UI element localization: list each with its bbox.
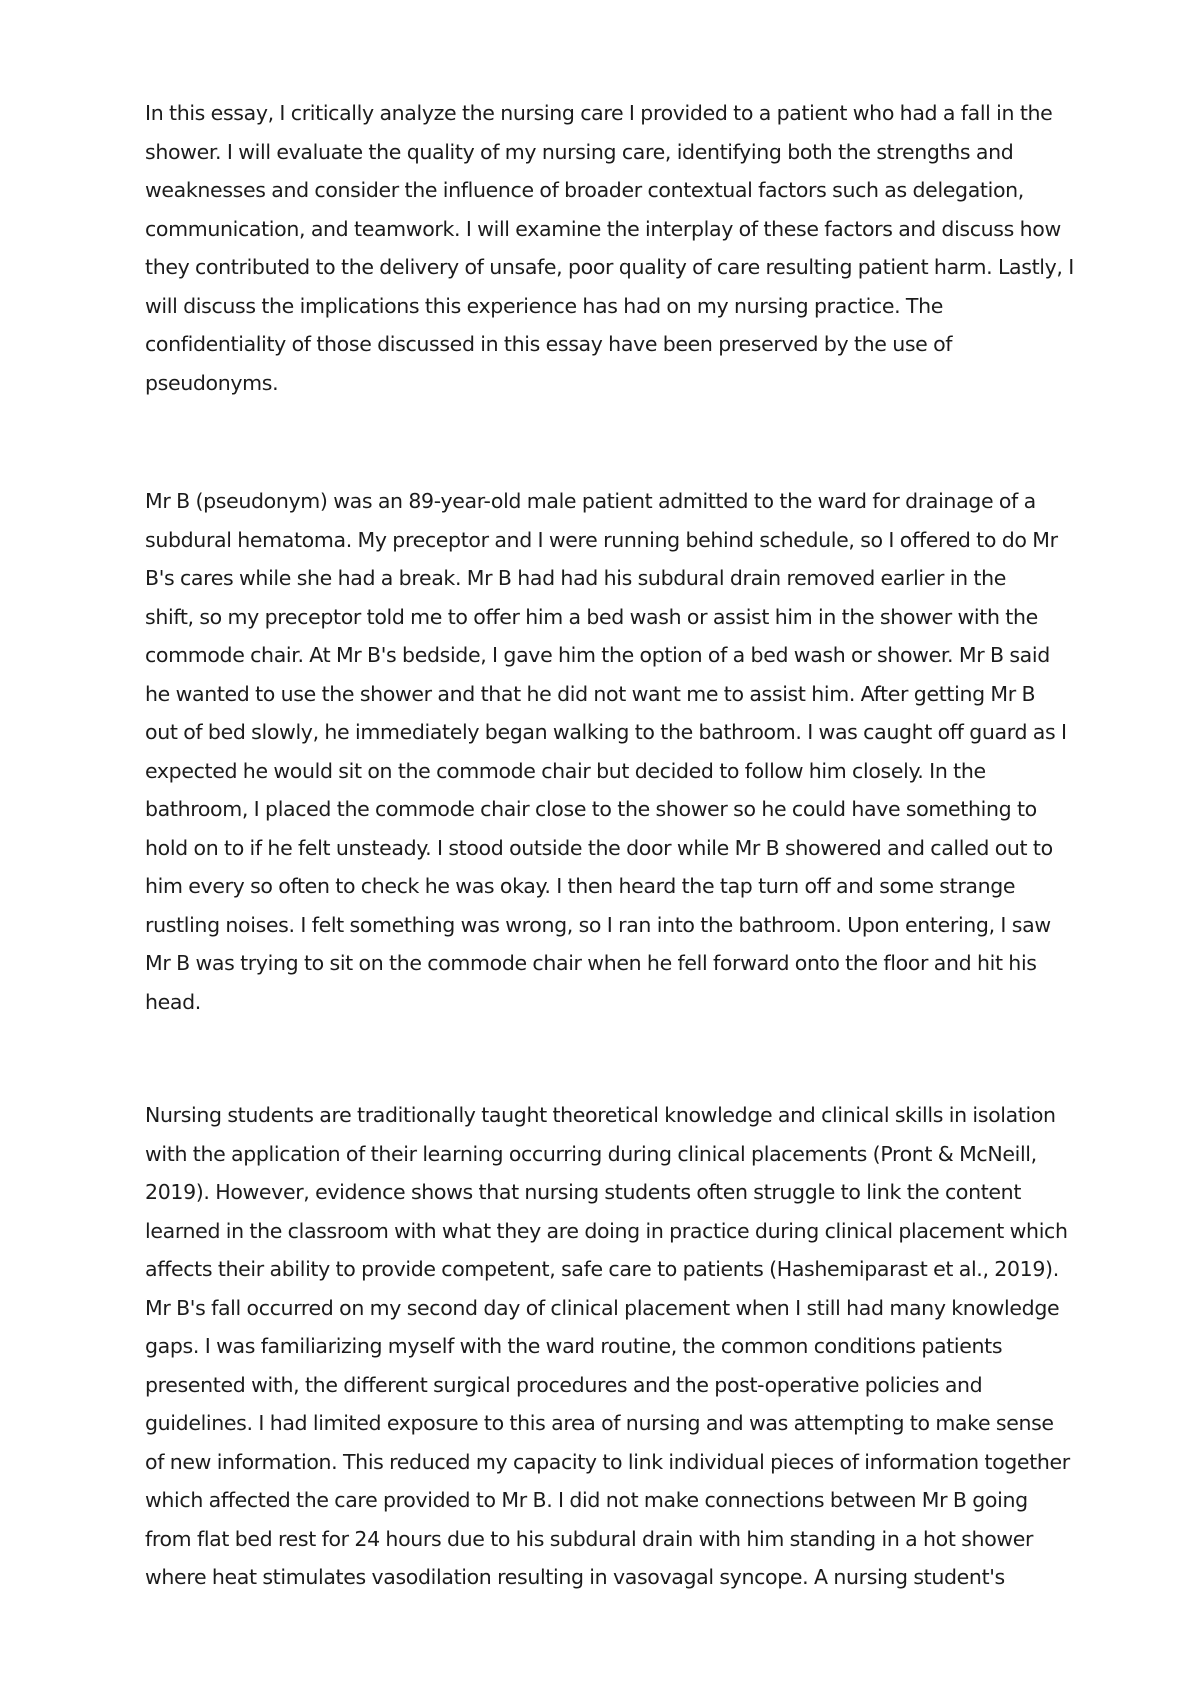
text-line: communication, and teamwork. I will examine the interplay of these factors and discuss how — [145, 216, 1061, 241]
text-line: In this essay, I critically analyze the nursing care I provided to a patient who had a fall in the — [145, 101, 1053, 125]
text-line: they contributed to the delivery of unsafe, poor quality of care resulting patient harm. Lastly, I — [145, 255, 1074, 279]
text-line: of new information. This reduced my capacity to link individual pieces of information together — [145, 1449, 1070, 1474]
text-line: B's cares while she had a break. Mr B had had his subdural drain removed earlier in the — [145, 566, 1007, 590]
text-line: from flat bed rest for 24 hours due to his subdural drain with him standing in a hot shower — [145, 1526, 1034, 1551]
text-line: commode chair. At Mr B's bedside, I gave him the option of a bed wash or shower. Mr B said — [145, 643, 1050, 667]
text-line: which affected the care provided to Mr B. I did not make connections between Mr B going — [145, 1488, 1028, 1512]
text-line: head. — [145, 989, 201, 1014]
text-line: he wanted to use the shower and that he did not want me to assist him. After getting Mr B — [145, 681, 1036, 706]
text-line: where heat stimulates vasodilation resulting in vasovagal syncope. A nursing student's — [145, 1565, 1005, 1589]
paragraph-knowledge-gaps — [145, 1096, 1070, 1597]
text-line: subdural hematoma. My preceptor and I were running behind schedule, so I offered to do Mr — [145, 527, 1058, 552]
text-line: rustling noises. I felt something was wrong, so I ran into the bathroom. Upon entering, I saw — [145, 912, 1051, 937]
text-line: Mr B (pseudonym) was an 89-year-old male patient admitted to the ward for drainage of a — [145, 489, 1036, 513]
paragraph-introduction — [145, 94, 1074, 402]
paragraph-incident-description — [145, 482, 1065, 1021]
text-line: learned in the classroom with what they are doing in practice during clinical placement which — [145, 1218, 1068, 1243]
text-line: shift, so my preceptor told me to offer him a bed wash or assist him in the shower with the — [145, 604, 1038, 629]
text-line: expected he would sit on the commode chair but decided to follow him closely. In the — [145, 758, 986, 783]
text-line: bathroom, I placed the commode chair close to the shower so he could have something to — [145, 797, 1037, 821]
text-line: 2019). However, evidence shows that nursing students often struggle to link the content — [145, 1180, 1022, 1204]
text-line: will discuss the implications this experience has had on my nursing practice. The — [145, 293, 944, 318]
text-line: confidentiality of those discussed in this essay have been preserved by the use of — [145, 332, 953, 356]
text-line: pseudonyms. — [145, 370, 279, 395]
text-line: out of bed slowly, he immediately began walking to the bathroom. I was caught off guard as I — [145, 720, 1067, 744]
text-line: presented with, the different surgical procedures and the post-operative policies and — [145, 1372, 983, 1397]
text-line: with the application of their learning occurring during clinical placements (Pront & McNeill, — [145, 1141, 1037, 1166]
text-line: him every so often to check he was okay. I then heard the tap turn off and some strange — [145, 874, 1016, 898]
text-line: affects their ability to provide competent, safe care to patients (Hashemiparast et al., 2019). — [145, 1257, 1059, 1281]
text-line: hold on to if he felt unsteady. I stood outside the door while Mr B showered and called out to — [145, 835, 1053, 860]
text-line: Nursing students are traditionally taught theoretical knowledge and clinical skills in isolation — [145, 1103, 1056, 1127]
text-line: weaknesses and consider the influence of broader contextual factors such as delegation, — [145, 178, 1024, 202]
text-line: Mr B was trying to sit on the commode chair when he fell forward onto the floor and hit his — [145, 951, 1037, 975]
text-line: shower. I will evaluate the quality of my nursing care, identifying both the strengths and — [145, 139, 1014, 164]
text-line: gaps. I was familiarizing myself with the ward routine, the common conditions patients — [145, 1334, 1003, 1358]
text-line: Mr B's fall occurred on my second day of clinical placement when I still had many knowledge — [145, 1295, 1060, 1320]
text-line: guidelines. I had limited exposure to this area of nursing and was attempting to make sense — [145, 1411, 1054, 1435]
